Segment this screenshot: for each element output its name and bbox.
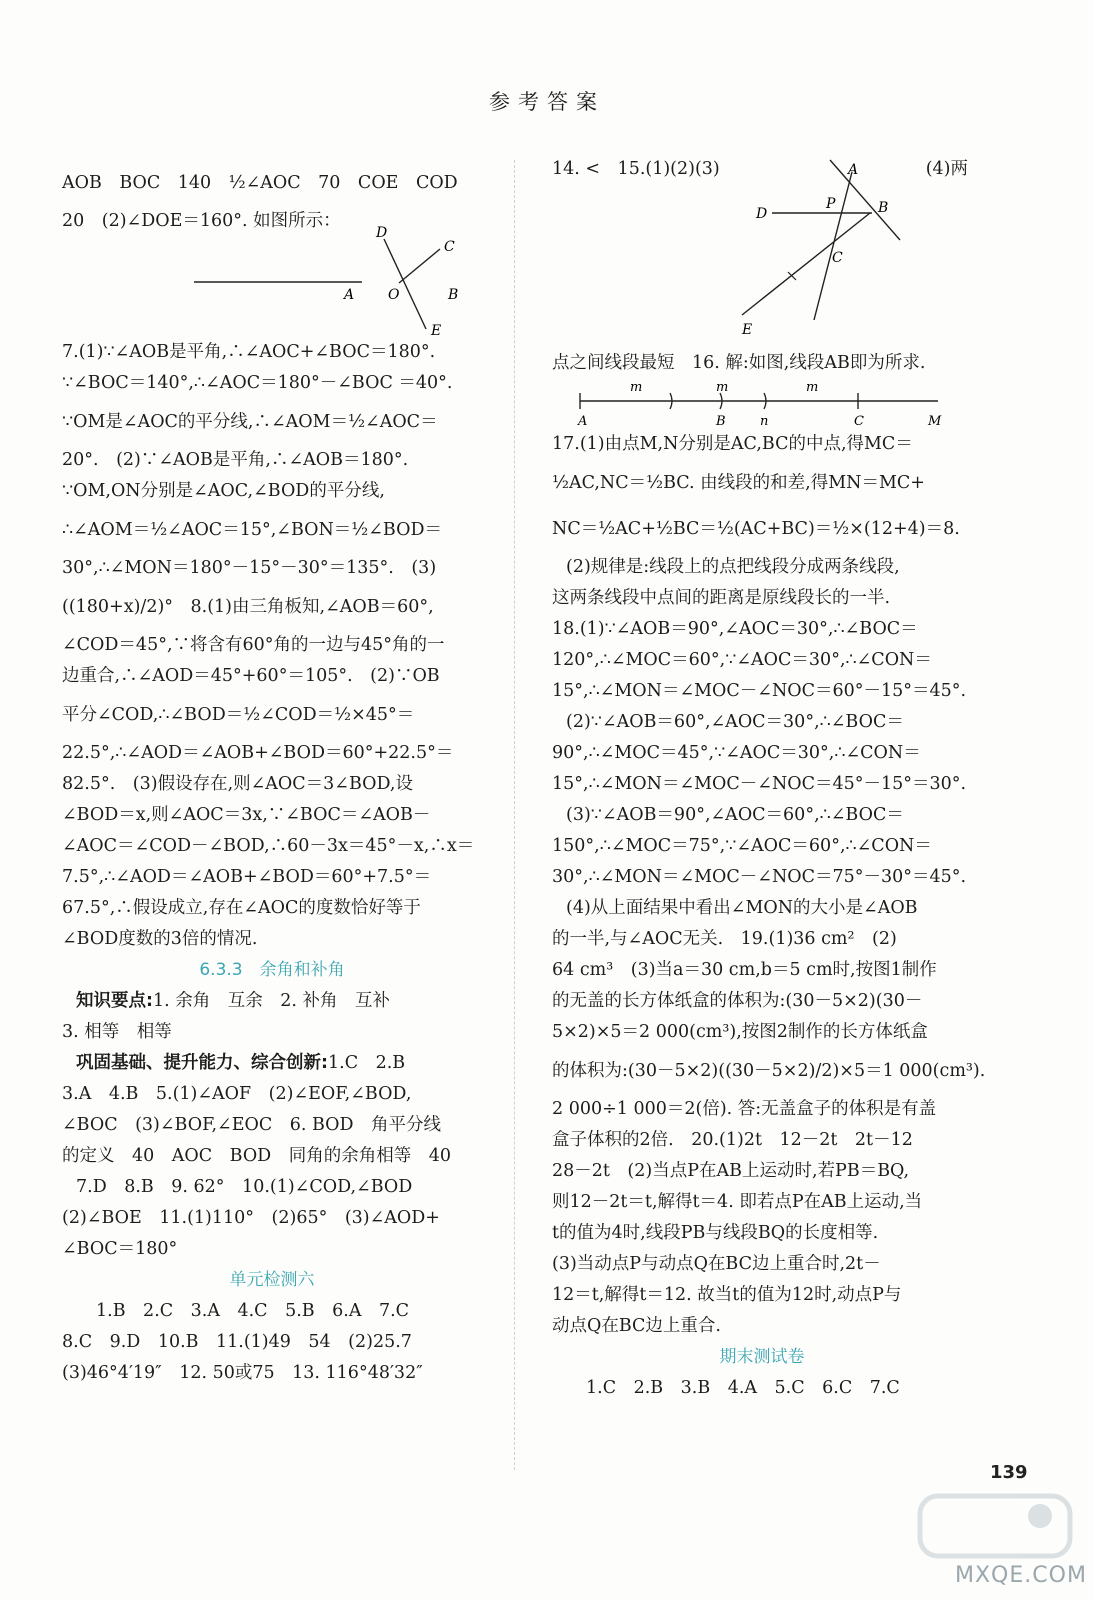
watermark-text: MXQE.COM xyxy=(955,1563,1087,1588)
fig-label: P xyxy=(826,196,836,212)
text-line: 20°. (2)∵∠AOB是平角,∴∠AOB＝180°. xyxy=(62,450,409,470)
text-line: 1.C 2.B 3.B 4.A 5.C 6.C 7.C xyxy=(586,1378,900,1398)
text-line: 17.(1)由点M,N分别是AC,BC的中点,得MC＝ xyxy=(552,434,913,454)
fig-label: m xyxy=(716,380,729,395)
fig-label: A xyxy=(578,414,588,429)
fig-label: M xyxy=(928,414,942,429)
text-line: 30°,∴∠MON＝180°－15°－30°＝135°. (3) xyxy=(62,558,437,578)
text-line: 120°,∴∠MOC＝60°,∵∠AOC＝30°,∴∠CON＝ xyxy=(552,650,932,670)
text-line: ∠BOD度数的3倍的情况. xyxy=(62,929,258,949)
fig-label: B xyxy=(448,287,459,303)
text: 1. 余角 互余 2. 补角 互补 xyxy=(153,991,391,1011)
text-line: 动点Q在BC边上重合. xyxy=(552,1316,721,1336)
text-line: 的定义 40 AOC BOD 同角的余角相等 40 xyxy=(62,1146,451,1166)
page-title: 参考答案 xyxy=(489,90,605,114)
text-line: 8.C 9.D 10.B 11.(1)49 54 (2)25.7 xyxy=(62,1332,412,1352)
text-line: 平分∠COD,∴∠BOD＝½∠COD＝½×45°＝ xyxy=(62,705,415,725)
text-line: 7.(1)∵∠AOB是平角,∴∠AOC+∠BOC＝180°. xyxy=(62,342,436,362)
text-line: 18.(1)∵∠AOB＝90°,∠AOC＝30°,∴∠BOC＝ xyxy=(552,619,918,639)
page-number: 139 xyxy=(990,1462,1028,1483)
text-line: 5×2)×5＝2 000(cm³),按图2制作的长方体纸盒 xyxy=(552,1022,928,1042)
text-line: 边重合,∴∠AOD＝45°+60°＝105°. (2)∵OB xyxy=(62,666,440,686)
text-line: AOB BOC 140 ½∠AOC 70 COE COD xyxy=(62,173,458,193)
text-line: 30°,∴∠MON＝∠MOC－∠NOC＝75°－30°＝45°. xyxy=(552,867,967,887)
text-line: 点之间线段最短 16. 解:如图,线段AB即为所求. xyxy=(552,353,926,373)
text-line: 7.D 8.B 9. 62° 10.(1)∠COD,∠BOD xyxy=(76,1177,413,1197)
segment-figure xyxy=(732,160,952,345)
text-line: 15°,∴∠MON＝∠MOC－∠NOC＝45°－15°＝30°. xyxy=(552,774,967,794)
fig-label: E xyxy=(431,323,442,339)
label: 知识要点: xyxy=(76,991,153,1011)
text-line: ∠AOC＝∠COD－∠BOD,∴60－3x＝45°－x,∴x＝ xyxy=(62,836,475,856)
text-line: (2)∵∠AOB＝60°,∠AOC＝30°,∴∠BOC＝ xyxy=(566,712,904,732)
fig-label: C xyxy=(832,250,843,266)
text-line: 2 000÷1 000＝2(倍). 答:无盖盒子的体积是有盖 xyxy=(552,1099,937,1119)
text-line: (4)两 xyxy=(925,159,968,179)
fig-label: O xyxy=(388,287,400,303)
fig-label: D xyxy=(756,206,768,222)
fig-label: m xyxy=(630,380,643,395)
left-column xyxy=(62,160,482,1389)
label: 巩固基础、提升能力、综合创新: xyxy=(76,1053,328,1073)
fig-label: E xyxy=(742,322,753,338)
text-line: ∵∠BOC＝140°,∴∠AOC＝180°－∠BOC ＝40°. xyxy=(62,373,453,393)
text-line: ∠BOC (3)∠BOF,∠EOC 6. BOD 角平分线 xyxy=(62,1115,442,1135)
fig-label: D xyxy=(376,225,388,241)
text-line: 67.5°,∴假设成立,存在∠AOC的度数恰好等于 xyxy=(62,898,421,918)
text-line: ∵OM,ON分别是∠AOC,∠BOD的平分线, xyxy=(62,481,385,501)
angle-figure xyxy=(62,225,482,339)
text-line: 28－2t (2)当点P在AB上运动时,若PB＝BQ, xyxy=(552,1161,910,1181)
section-heading: 期末测试卷 xyxy=(719,1347,805,1367)
text-line: (3)当动点P与动点Q在BC边上重合时,2t－ xyxy=(552,1254,881,1274)
text-line: ∴∠AOM＝½∠AOC＝15°,∠BON＝½∠BOD＝ xyxy=(62,520,442,540)
section-heading: 6.3.3 余角和补角 xyxy=(199,960,345,980)
text-line: 90°,∴∠MOC＝45°,∵∠AOC＝30°,∴∠CON＝ xyxy=(552,743,921,763)
text-line: t的值为4时,线段PB与线段BQ的长度相等. xyxy=(552,1223,879,1243)
text-line: 12＝t,解得t＝12. 故当t的值为12时,动点P与 xyxy=(552,1285,902,1305)
column-divider xyxy=(514,160,515,1470)
text-line: (3)46°4′19″ 12. 50或75 13. 116°48′32″ xyxy=(62,1363,423,1383)
right-column xyxy=(552,159,986,1404)
fig-label: B xyxy=(878,200,889,216)
text-line: 64 cm³ (3)当a＝30 cm,b＝5 cm时,按图1制作 xyxy=(552,960,937,980)
text-line: 3.A 4.B 5.(1)∠AOF (2)∠EOF,∠BOD, xyxy=(62,1084,412,1104)
text-line: ((180+x)/2)° 8.(1)由三角板知,∠AOB＝60°, xyxy=(62,597,434,617)
text-line: NC＝½AC+½BC＝½(AC+BC)＝½×(12+4)＝8. xyxy=(552,519,960,539)
number-line-figure xyxy=(552,379,972,429)
text-line: 盒子体积的2倍. 20.(1)2t 12－2t 2t－12 xyxy=(552,1130,913,1150)
text-line: 的体积为:(30－5×2)((30－5×2)/2)×5＝1 000(cm³). xyxy=(552,1061,986,1081)
text-line: 3. 相等 相等 xyxy=(62,1022,172,1042)
text-line: ∠BOC＝180° xyxy=(62,1239,178,1259)
text-line: 22.5°,∴∠AOD＝∠AOB+∠BOD＝60°+22.5°＝ xyxy=(62,743,454,763)
text-line: 则12－2t＝t,解得t＝4. 即若点P在AB上运动,当 xyxy=(552,1192,923,1212)
text: 1.C 2.B xyxy=(328,1053,406,1073)
text-line: (3)∵∠AOB＝90°,∠AOC＝60°,∴∠BOC＝ xyxy=(566,805,904,825)
text-line: 82.5°. (3)假设存在,则∠AOC＝3∠BOD,设 xyxy=(62,774,413,794)
text-line: 7.5°,∴∠AOD＝∠AOB+∠BOD＝60°+7.5°＝ xyxy=(62,867,432,887)
section-heading: 单元检测六 xyxy=(229,1270,315,1290)
text-line: 20 (2)∠DOE＝160°. 如图所示： xyxy=(62,211,341,231)
fig-label: n xyxy=(760,414,769,429)
fig-label: C xyxy=(854,414,864,429)
text-line: 1.B 2.C 3.A 4.C 5.B 6.A 7.C xyxy=(96,1301,410,1321)
text-line: ∵OM是∠AOC的平分线,∴∠AOM＝½∠AOC＝ xyxy=(62,412,438,432)
text-line: (2)∠BOE 11.(1)110° (2)65° (3)∠AOD+ xyxy=(62,1208,440,1228)
fig-label: m xyxy=(806,380,819,395)
fig-label: B xyxy=(716,414,726,429)
text-line: (4)从上面结果中看出∠MON的大小是∠AOB xyxy=(566,898,918,918)
text-line: ∠COD＝45°,∵将含有60°角的一边与45°角的一 xyxy=(62,635,445,655)
fig-label: C xyxy=(444,239,455,255)
text-line: 的一半,与∠AOC无关. 19.(1)36 cm² (2) xyxy=(552,929,897,949)
text-line: 14. < 15.(1)(2)(3) xyxy=(552,159,720,179)
text-line: 150°,∴∠MOC＝75°,∵∠AOC＝60°,∴∠CON＝ xyxy=(552,836,932,856)
text-line: (2)规律是:线段上的点把线段分成两条线段, xyxy=(566,557,900,577)
text-line: ½AC,NC＝½BC. 由线段的和差,得MN＝MC+ xyxy=(552,473,925,493)
text-line: 的无盖的长方体纸盒的体积为:(30－5×2)(30－ xyxy=(552,991,923,1011)
fig-label: A xyxy=(344,287,355,303)
text-line: 15°,∴∠MON＝∠MOC－∠NOC＝60°－15°＝45°. xyxy=(552,681,967,701)
fig-label: A xyxy=(848,162,859,178)
text-line: 这两条线段中点间的距离是原线段长的一半. xyxy=(552,588,891,608)
text-line: ∠BOD＝x,则∠AOC＝3x,∵∠BOC＝∠AOB－ xyxy=(62,805,431,825)
